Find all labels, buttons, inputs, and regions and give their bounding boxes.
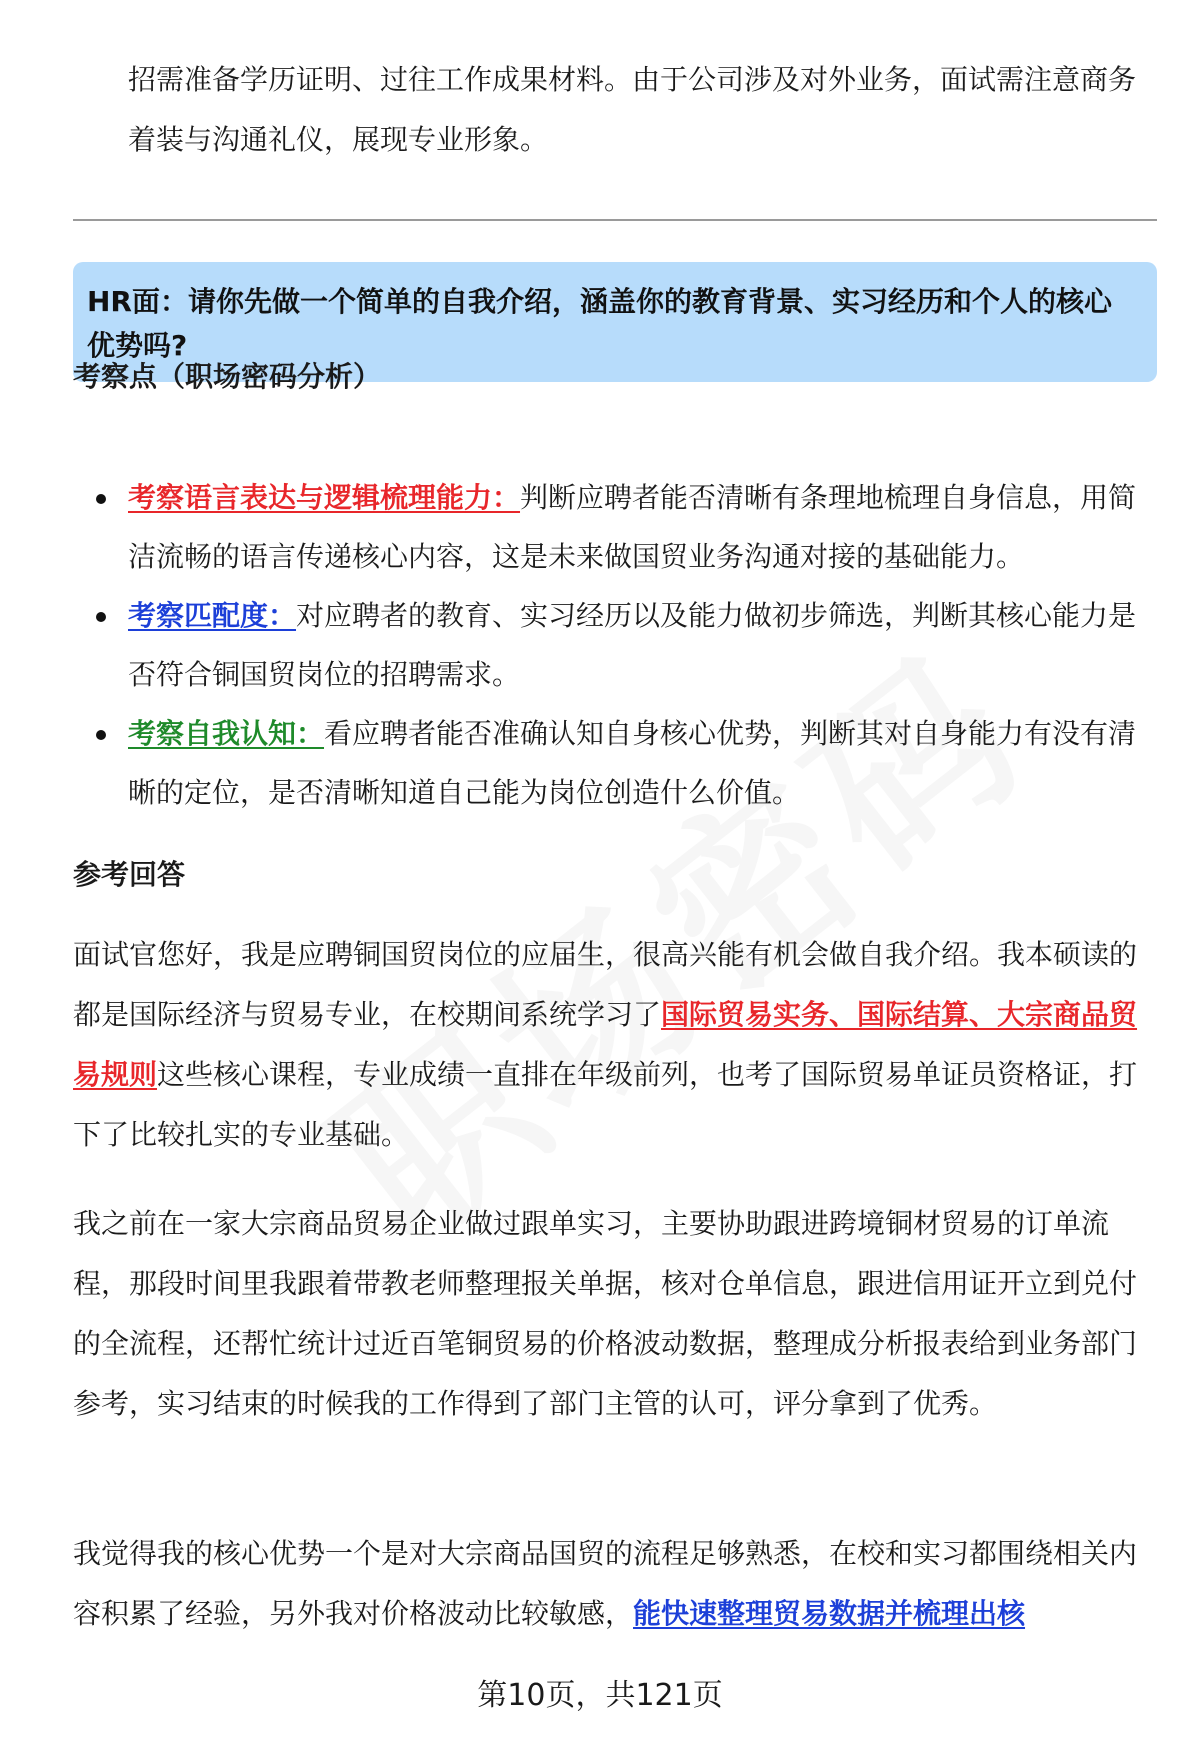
answer-highlight: 能快速整理贸易数据并梳理出核 xyxy=(633,1597,1026,1630)
bullet-icon xyxy=(96,494,106,504)
list-item xyxy=(96,468,1156,586)
page-number-footer: 第10页，共121页 xyxy=(477,1678,723,1713)
intro-paragraph: 招需准备学历证明、过往工作成果材料。由于公司涉及对外业务，面试需注意商务着装与沟通礼仪，展现专业形象。 xyxy=(128,63,1137,156)
exam-point-keyword: 考察语言表达与逻辑梳理能力： xyxy=(128,481,521,514)
answer-paragraph-3 xyxy=(73,1524,1158,1644)
exam-points-list xyxy=(96,468,1156,822)
section-divider xyxy=(73,219,1157,221)
reference-heading: 参考回答 xyxy=(73,858,186,891)
exam-point-keyword: 考察匹配度： xyxy=(128,599,297,632)
answer-text: 我觉得我的核心优势一个是对大宗商品国贸的流程足够熟悉，在校和实习都围绕相关内容积累了经验，另外我对价格波动比较敏感， xyxy=(73,1537,1138,1630)
answer-paragraph-2: 我之前在一家大宗商品贸易企业做过跟单实习，主要协助跟进跨境铜材贸易的订单流程，那段时间里我跟着带教老师整理报关单据，核对仓单信息，跟进信用证开立到兑付的全流程，还帮忙统计过近百笔铜贸易的价格波动数据，整理成分析报表给到业务部门参考，实习结束的时候我的工作得到了部门主管的认可，评分拿到了优秀。 xyxy=(73,1207,1138,1420)
answer-highlight: 国际贸易实务、国际结算、大宗商品贸易规则 xyxy=(73,998,1138,1091)
question-text: HR面：请你先做一个简单的自我介绍，涵盖你的教育背景、实习经历和个人的核心优势吗? xyxy=(87,285,1112,362)
list-item xyxy=(96,586,1156,704)
exam-point-keyword: 考察自我认知： xyxy=(128,717,325,750)
exam-point-text: 对应聘者的教育、实习经历以及能力做初步筛选，判断其核心能力是否符合铜国贸岗位的招聘需求。 xyxy=(128,599,1137,691)
bullet-icon xyxy=(96,612,106,622)
answer-text: 这些核心课程，专业成绩一直排在年级前列，也考了国际贸易单证员资格证，打下了比较扎实的专业基础。 xyxy=(73,1058,1138,1151)
bullet-icon xyxy=(96,730,106,740)
answer-text: 面试官您好，我是应聘铜国贸岗位的应届生，很高兴能有机会做自我介绍。我本硕读的都是国际经济与贸易专业，在校期间系统学习了 xyxy=(73,938,1138,1031)
exam-point-text: 判断应聘者能否清晰有条理地梳理自身信息，用简洁流畅的语言传递核心内容，这是未来做国贸业务沟通对接的基础能力。 xyxy=(128,481,1137,573)
exam-points-heading: 考察点（职场密码分析） xyxy=(73,360,382,393)
exam-point-text: 看应聘者能否准确认知自身核心优势，判断其对自身能力有没有清晰的定位，是否清晰知道自己能为岗位创造什么价值。 xyxy=(128,717,1137,809)
answer-paragraph-1 xyxy=(73,925,1158,1165)
list-item xyxy=(96,704,1156,822)
